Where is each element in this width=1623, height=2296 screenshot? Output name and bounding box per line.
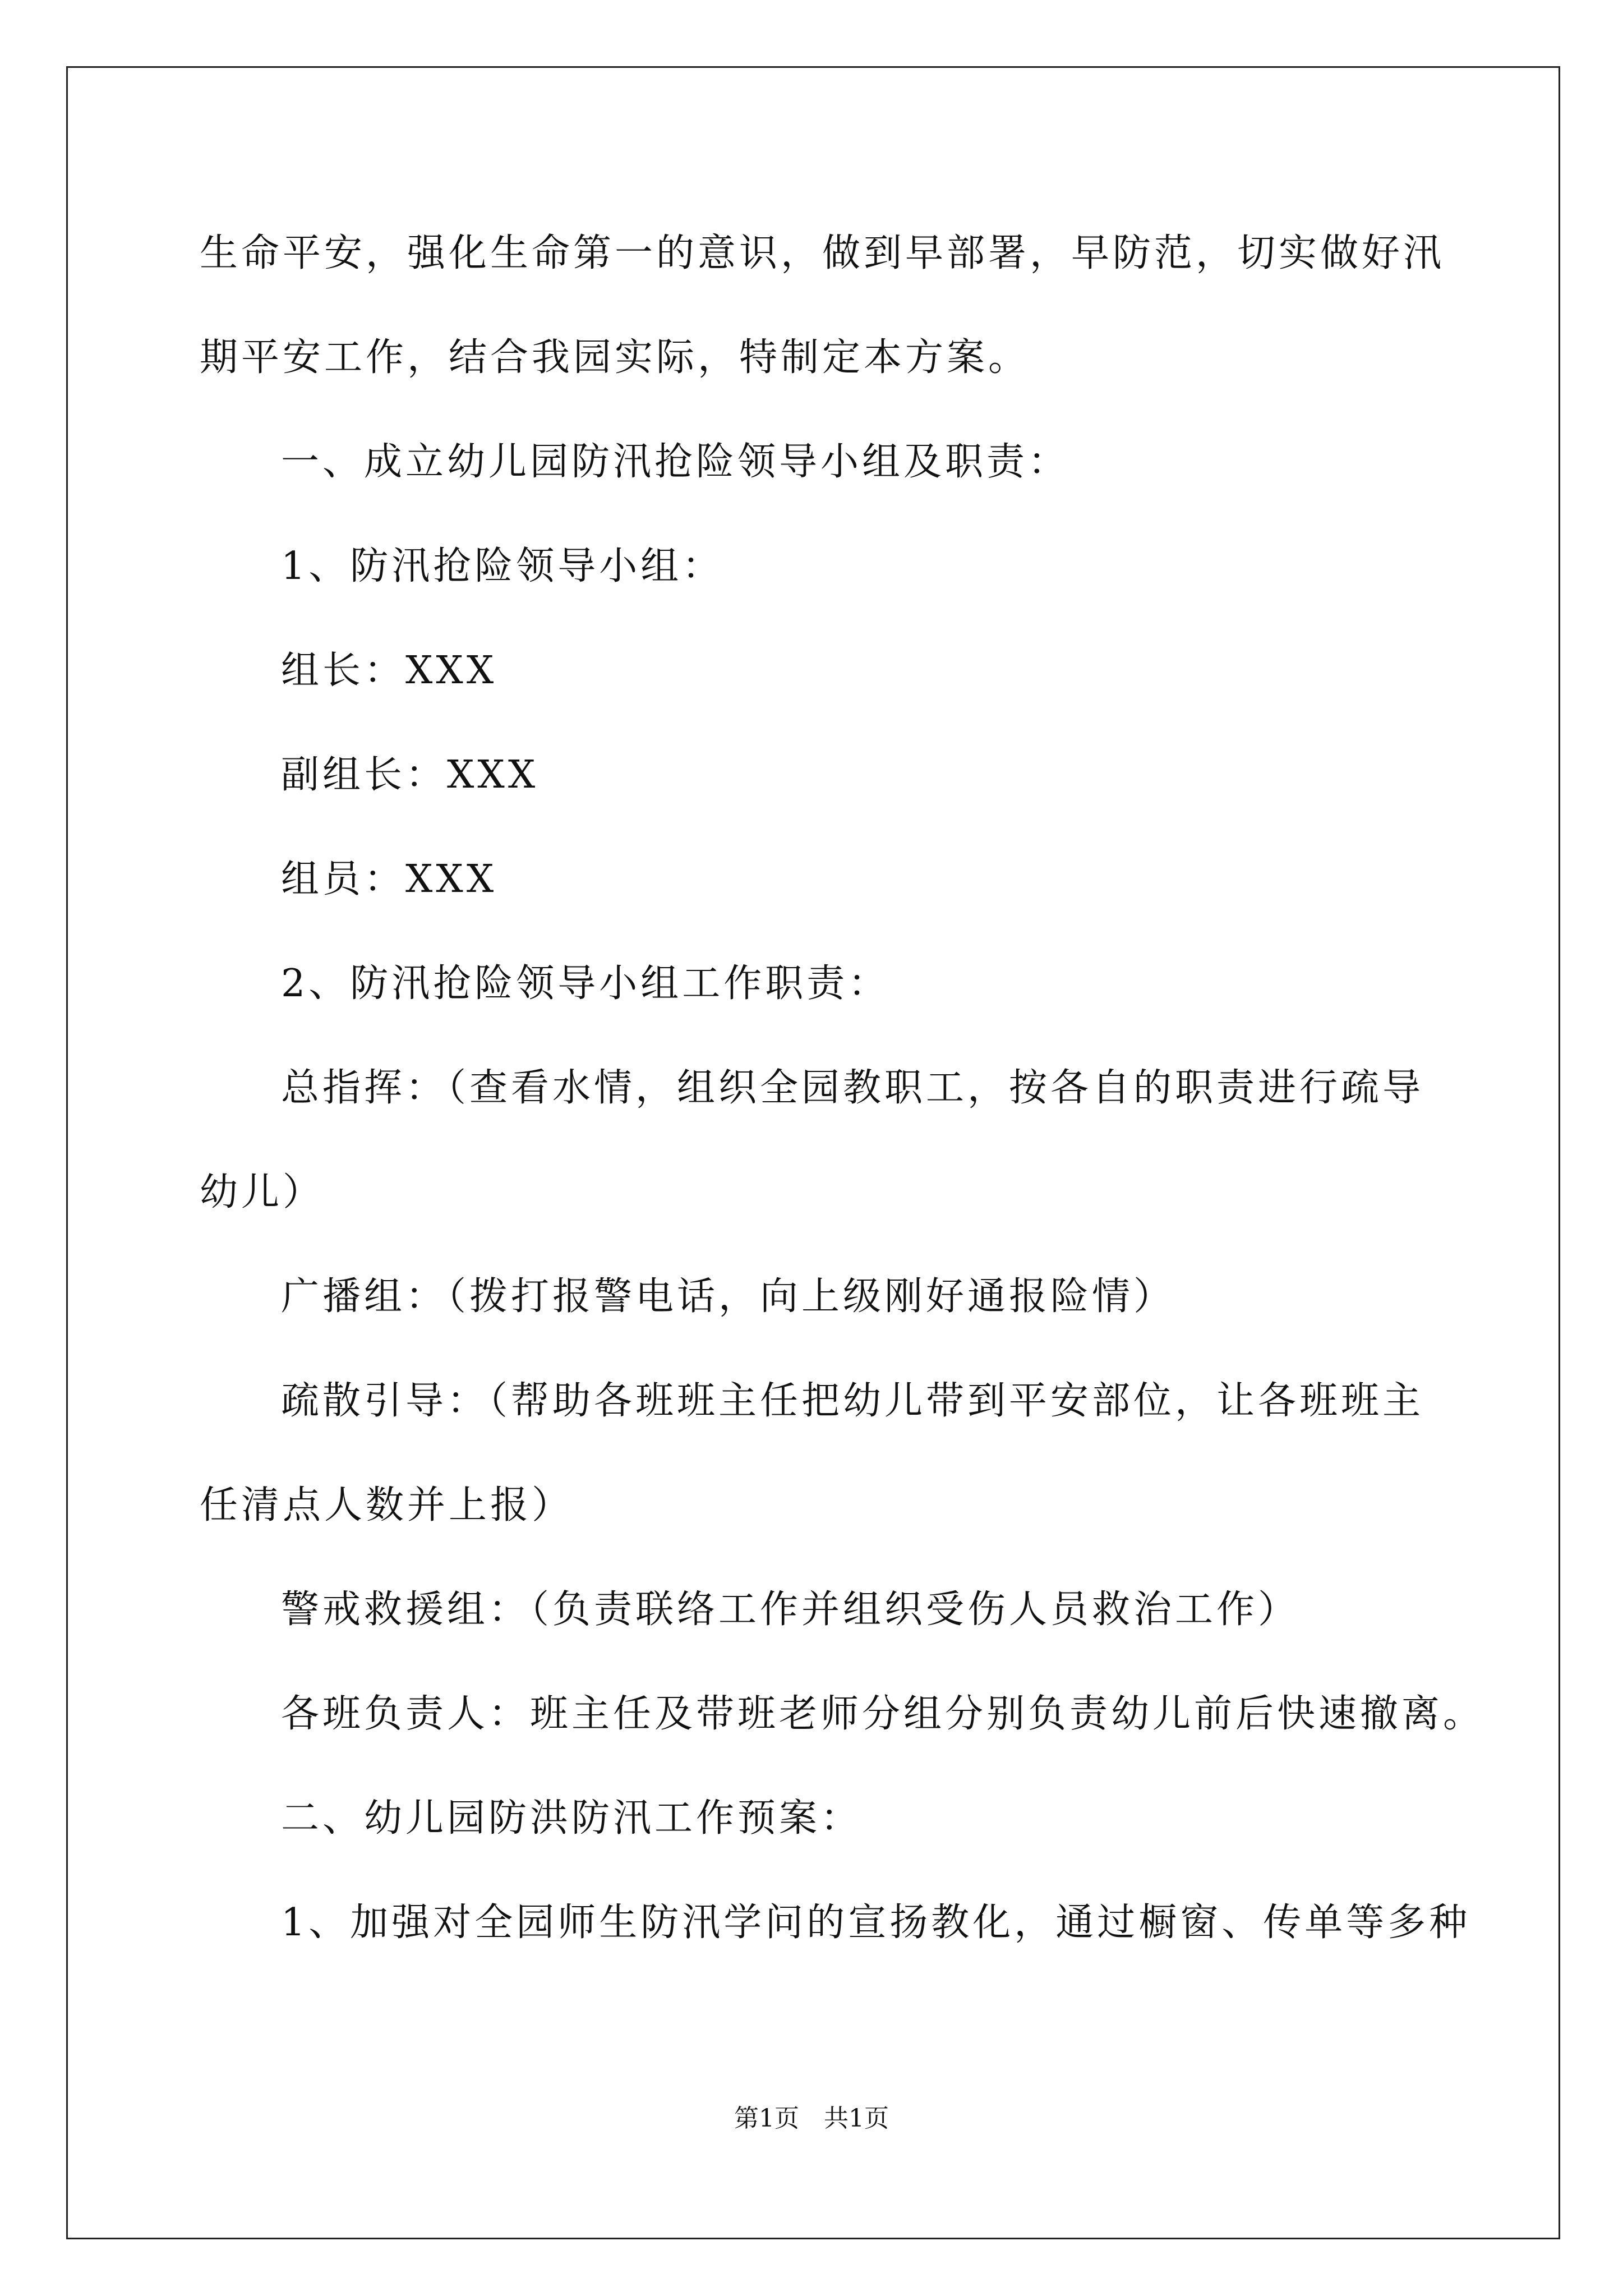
paragraph-line: 生命平安，强化生命第一的意识，做到早部署，早防范，切实做好汛 xyxy=(200,231,1445,275)
paragraph-line: 1、加强对全园师生防汛学问的宣扬教化，通过橱窗、传单等多种 xyxy=(281,1901,1471,1945)
paragraph-line: 期平安工作，结合我园实际，特制定本方案。 xyxy=(200,335,1030,380)
subsection-heading: 1、防汛抢险领导小组： xyxy=(281,544,724,588)
paragraph-line: 疏散引导：（帮助各班班主任把幼儿带到平安部位，让各班班主 xyxy=(281,1379,1424,1423)
section-heading: 一、成立幼儿园防汛抢险领导小组及职责： xyxy=(281,440,1070,484)
section-heading: 二、幼儿园防洪防汛工作预案： xyxy=(281,1796,863,1841)
paragraph-line: 组员：XXX xyxy=(281,857,497,901)
paragraph-line: 任清点人数并上报） xyxy=(200,1483,574,1527)
subsection-heading: 2、防汛抢险领导小组工作职责： xyxy=(281,961,890,1006)
paragraph-line: 幼儿） xyxy=(200,1170,325,1214)
paragraph-line: 组长：XXX xyxy=(281,648,497,693)
paragraph-line: 副组长：XXX xyxy=(281,753,539,797)
paragraph-line: 各班负责人：班主任及带班老师分组分别负责幼儿前后快速撤离。 xyxy=(281,1692,1485,1736)
paragraph-line: 总指挥：（查看水情，组织全园教职工，按各自的职责进行疏导 xyxy=(281,1066,1424,1110)
paragraph-line: 广播组：（拨打报警电话，向上级刚好通报险情） xyxy=(281,1274,1175,1319)
page-number-footer: 第1页 共1页 xyxy=(734,2104,889,2133)
paragraph-line: 警戒救援组：（负责联络工作并组织受伤人员救治工作） xyxy=(281,1588,1300,1632)
